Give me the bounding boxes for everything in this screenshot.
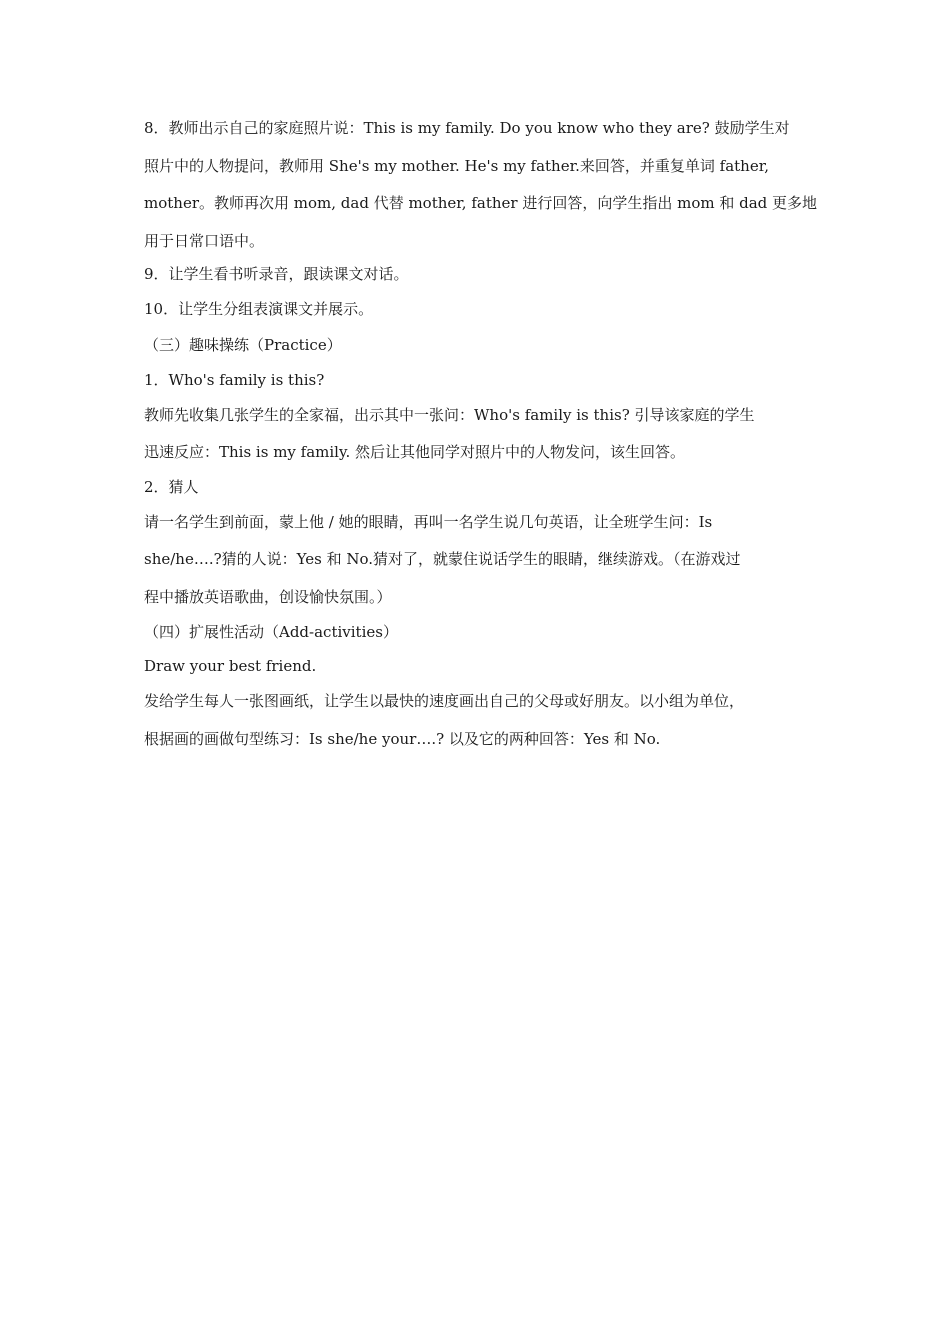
section-heading: （四）扩展性活动（Add-activities）	[144, 623, 398, 641]
paragraph-line: 根据画的画做句型练习：Is she/he your….? 以及它的两种回答：Yes 和 No.	[144, 730, 661, 748]
paragraph-line: 8．教师出示自己的家庭照片说：This is my family. Do you know who they are? 鼓励学生对	[144, 119, 790, 137]
paragraph-line: 用于日常口语中。	[144, 232, 265, 250]
paragraph-line: mother。教师再次用 mom, dad 代替 mother, father 进行回答，向学生指出 mom 和 dad 更多地	[144, 194, 818, 212]
activity-heading: 1．Who's family is this?	[144, 371, 325, 389]
paragraph-line: 迅速反应：This is my family. 然后让其他同学对照片中的人物发问，该生回答。	[144, 443, 685, 461]
section-heading: （三）趣味操练（Practice）	[144, 336, 342, 354]
activity-heading: 2．猜人	[144, 478, 199, 496]
paragraph-line: 请一名学生到前面，蒙上他 / 她的眼睛，再叫一名学生说几句英语，让全班学生问：Is	[144, 513, 713, 531]
paragraph-line: 发给学生每人一张图画纸，让学生以最快的速度画出自己的父母或好朋友。以小组为单位，	[144, 692, 745, 710]
paragraph-line: 教师先收集几张学生的全家福，出示其中一张问：Who's family is this? 引导该家庭的学生	[144, 406, 755, 424]
activity-heading: Draw your best friend.	[144, 657, 317, 675]
paragraph-line: 照片中的人物提问，教师用 She's my mother. He's my father.来回答，并重复单词 father,	[144, 157, 769, 175]
paragraph-line: 程中播放英语歌曲，创设愉快氛围。）	[144, 588, 392, 606]
paragraph-line: she/he….?猜的人说：Yes 和 No.猜对了，就蒙住说话学生的眼睛，继续游戏。（在游戏过	[144, 550, 741, 568]
list-item: 9．让学生看书听录音，跟读课文对话。	[144, 265, 409, 283]
list-item: 10．让学生分组表演课文并展示。	[144, 300, 374, 318]
